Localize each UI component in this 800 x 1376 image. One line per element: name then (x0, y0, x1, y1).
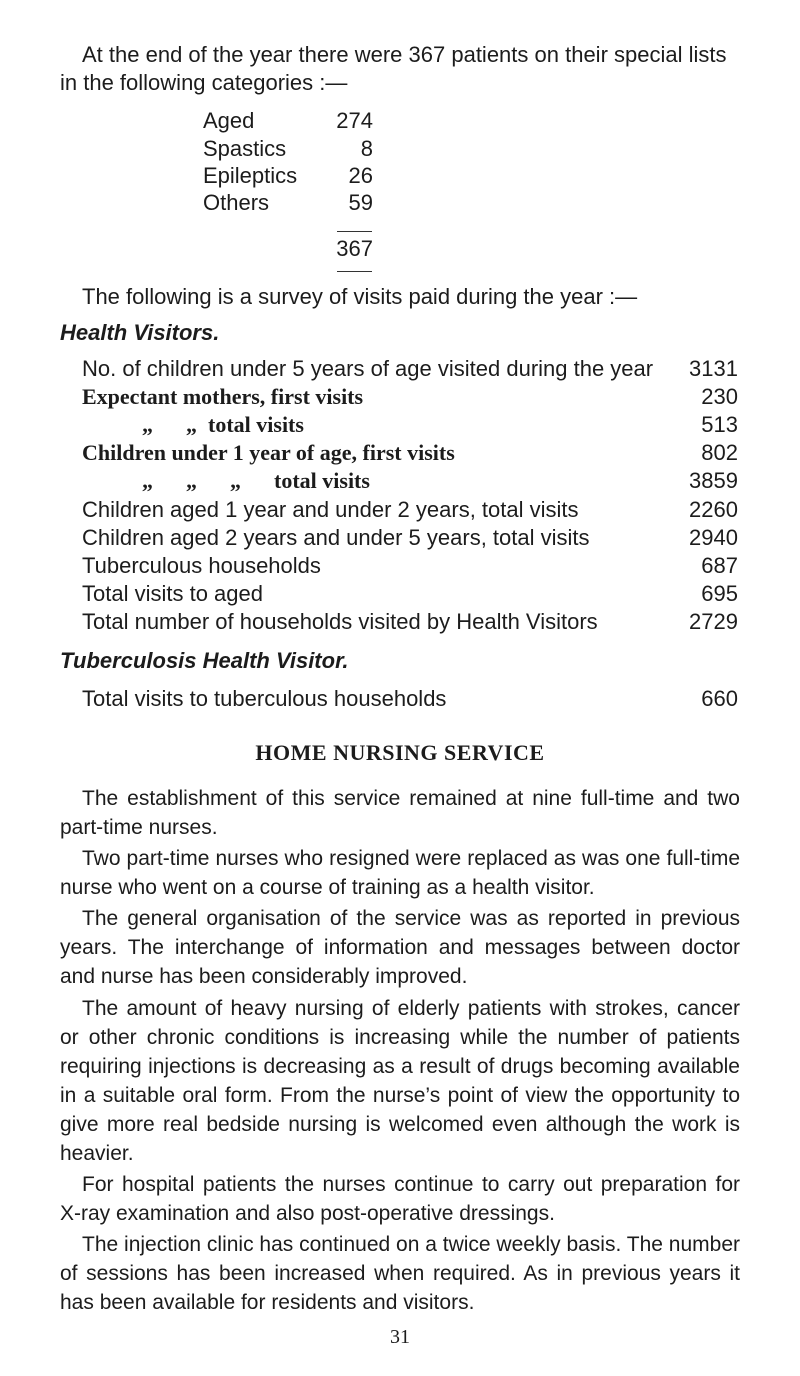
intro-line-2: in the following categories :— (60, 70, 348, 95)
category-row (203, 190, 373, 220)
table-row (60, 412, 738, 442)
row-value: 802 (701, 440, 738, 465)
tb-visitor-heading: Tuberculosis Health Visitor. (60, 648, 349, 673)
category-row (203, 163, 373, 193)
total-rule-bottom (337, 271, 372, 272)
table-row (60, 440, 738, 470)
row-label: Total visits to aged (82, 581, 263, 606)
paragraph (60, 904, 740, 991)
table-row (60, 553, 738, 583)
row-label: „ „ total visits (142, 412, 304, 437)
home-nursing-heading: HOME NURSING SERVICE (255, 740, 545, 765)
row-value: 513 (701, 412, 738, 437)
category-row (203, 136, 373, 166)
paragraph-text: For hospital patients the nurses continue to carry out preparation for X-ray examination and also post-operative dressings. (60, 1173, 740, 1225)
row-label: Children aged 1 year and under 2 years, total visits (82, 497, 579, 522)
table-row (60, 356, 738, 386)
table-row (60, 581, 738, 611)
paragraph-text: The establishment of this service remained at nine full-time and two part-time nurses. (60, 787, 740, 839)
row-value: 230 (701, 384, 738, 409)
row-value: 3131 (689, 356, 738, 381)
row-value: 3859 (689, 468, 738, 493)
category-label: Spastics (203, 136, 287, 161)
row-value: 695 (701, 581, 738, 606)
intro-line-1: At the end of the year there were 367 patients on their special lists (82, 42, 727, 67)
category-total-row (203, 236, 373, 266)
category-label: Epileptics (203, 163, 298, 188)
category-label: Aged (203, 108, 255, 133)
table-row (60, 686, 738, 716)
row-label: Tuberculous households (82, 553, 321, 578)
paragraph-text: The amount of heavy nursing of elderly patients with strokes, cancer or other chronic conditions is increasing while the number of patients requiring injections is decreasing as a result of drugs becoming available in a suitable oral form. From the nurse’s point of view the opportunity to give more real bedside nursing is welcomed even although the work is heavier. (60, 997, 740, 1165)
table-row (60, 384, 738, 414)
category-row (203, 108, 373, 138)
row-value: 2260 (689, 497, 738, 522)
category-value: 59 (348, 190, 373, 215)
row-value: 2940 (689, 525, 738, 550)
page-number: 31 (390, 1326, 410, 1348)
row-value: 687 (701, 553, 738, 578)
row-label: Total number of households visited by Health Visitors (82, 609, 598, 634)
paragraph-text: The injection clinic has continued on a twice weekly basis. The number of sessions has been increased when required. As in previous years it has been available for residents and visitors. (60, 1233, 740, 1314)
row-value: 660 (701, 686, 738, 711)
row-value: 2729 (689, 609, 738, 634)
paragraph (60, 994, 740, 1168)
category-value: 26 (348, 163, 373, 188)
row-label: Expectant mothers, first visits (82, 384, 364, 409)
paragraph (60, 784, 740, 842)
category-value: 8 (360, 136, 373, 161)
paragraph-text: The general organisation of the service was as reported in previous years. The interchange of information and messages between doctor and nurse has been considerably improved. (60, 907, 740, 988)
category-total: 367 (336, 236, 373, 261)
category-value: 274 (336, 108, 373, 133)
paragraph (60, 1170, 740, 1228)
paragraph-text: Two part-time nurses who resigned were replaced as was one full-time nurse who went on a course of training as a health visitor. (60, 847, 740, 899)
total-rule-top (337, 231, 372, 232)
survey-intro: The following is a survey of visits paid during the year :— (82, 284, 638, 309)
row-label: „ „ „ total visits (142, 468, 370, 493)
table-row (60, 468, 738, 498)
row-label: No. of children under 5 years of age visited during the year (82, 356, 654, 381)
health-visitors-heading: Health Visitors. (60, 320, 220, 345)
table-row (60, 609, 738, 639)
row-label: Children aged 2 years and under 5 years, total visits (82, 525, 590, 550)
table-row (60, 497, 738, 527)
table-row (60, 525, 738, 555)
row-label: Total visits to tuberculous households (82, 686, 447, 711)
row-label: Children under 1 year of age, first visits (82, 440, 455, 465)
category-label: Others (203, 190, 270, 215)
paragraph (60, 1230, 740, 1317)
paragraph (60, 844, 740, 902)
